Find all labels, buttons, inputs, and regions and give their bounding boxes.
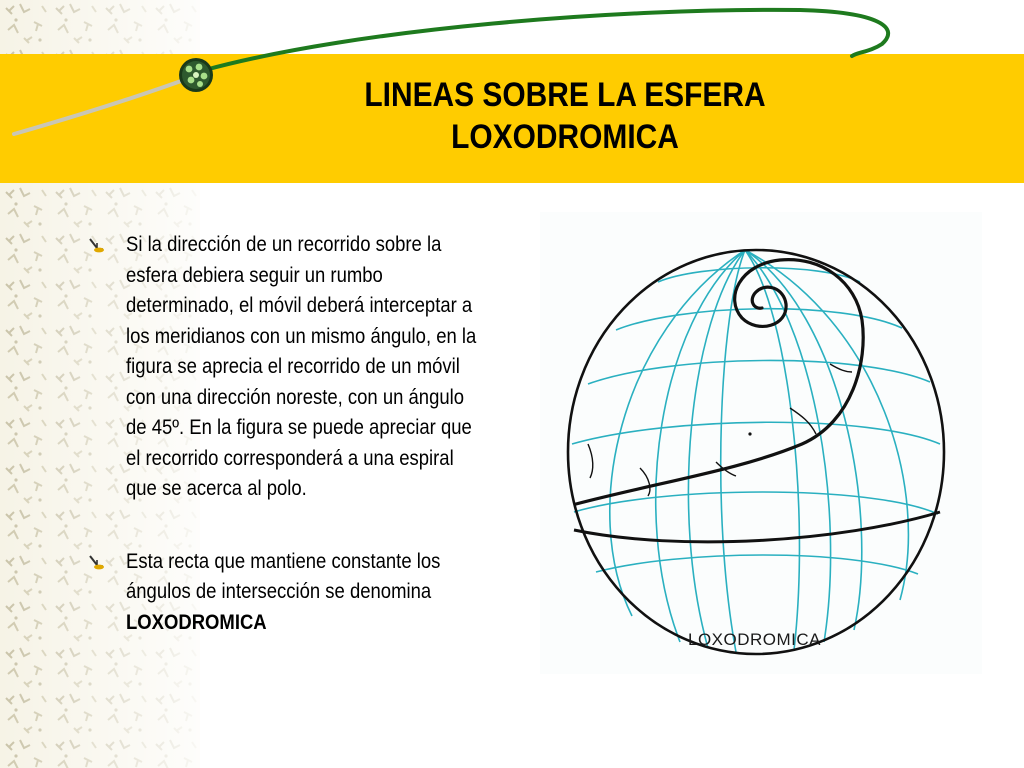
list-item: [88, 230, 508, 505]
arrow-bullet-icon: [88, 554, 106, 570]
bullet-text: Esta recta que mantiene constante los ángulos de intersección se denomina: [126, 549, 441, 603]
arrow-bullet-icon: [88, 237, 106, 253]
title-line-1: LINEAS SOBRE LA ESFERA: [364, 76, 766, 114]
bullet-list: [88, 230, 508, 680]
green-dot-orb-icon: [179, 58, 213, 92]
bullet-text: Si la dirección de un recorrido sobre la esfera debiera seguir un rumbo determinado, el móvil deberá interceptar a los meridianos con un mismo ángulo, en la figura se aprecia el recorrido de un móvil con una dirección noreste, con un ángulo de 45º. En la figura se puede apreciar que el recorrido corresponderá a una espiral que se acerca al polo.: [126, 233, 477, 500]
bullet-text-group: [126, 547, 487, 639]
sphere-illustration: [540, 212, 982, 674]
title-line-2: LOXODROMICA: [451, 118, 679, 156]
bullet-emphasis: LOXODROMICA: [126, 610, 267, 634]
figure-label: LOXODROMICA: [688, 630, 822, 649]
loxodrome-figure: [540, 212, 982, 674]
list-item: [88, 547, 508, 639]
slide-title: [314, 74, 816, 158]
